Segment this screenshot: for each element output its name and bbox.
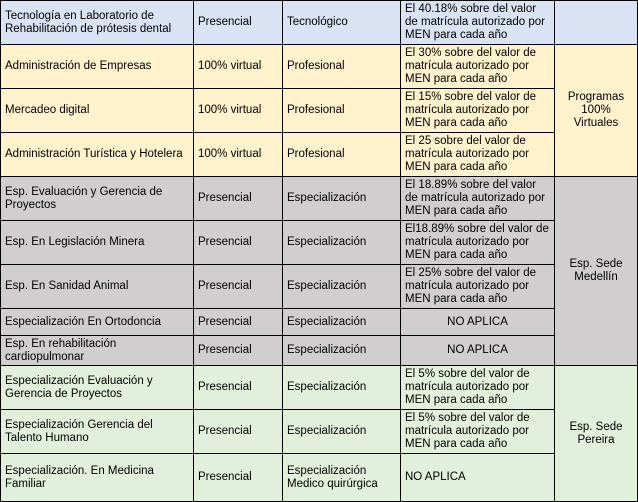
program-name: Especialización En Ortodoncia	[1, 309, 194, 336]
discount: El 18.89% sobre del valor de matrícula autorizado por MEN para cada año	[401, 177, 555, 221]
program-name: Esp. En rehabilitación cardiopulmonar	[1, 336, 194, 366]
level: Profesional	[283, 133, 401, 177]
level: Especialización	[283, 366, 401, 410]
group-empty-cell	[555, 1, 638, 45]
modality: Presencial	[194, 454, 283, 502]
table-row	[1, 1, 638, 45]
level: Profesional	[283, 45, 401, 89]
program-name: Especialización. En Medicina Familiar	[1, 454, 194, 502]
level: Especialización Medico quirúrgica	[283, 454, 401, 502]
table-row	[1, 309, 638, 336]
table-row	[1, 366, 638, 410]
discount: NO APLICA	[401, 336, 555, 366]
discount: El 30% sobre del valor de matrícula autorizado por MEN para cada año	[401, 45, 555, 89]
modality: 100% virtual	[194, 45, 283, 89]
table-row	[1, 410, 638, 454]
table-row	[1, 89, 638, 133]
program-name: Mercadeo digital	[1, 89, 194, 133]
program-name: Administración Turística y Hotelera	[1, 133, 194, 177]
table-row	[1, 133, 638, 177]
program-name: Esp. En Sanidad Animal	[1, 265, 194, 309]
discount: El18.89% sobre del valor de matrícula autorizado por MEN para cada año	[401, 221, 555, 265]
modality: Presencial	[194, 410, 283, 454]
discount: NO APLICA	[401, 454, 555, 502]
discount: El 25% sobre del valor de matrícula autorizado por MEN para cada año	[401, 265, 555, 309]
modality: Presencial	[194, 366, 283, 410]
program-name: Tecnología en Laboratorio de Rehabilitación de prótesis dental	[1, 1, 194, 45]
group-label-virtual: Programas 100% Virtuales	[555, 45, 638, 177]
table-row	[1, 221, 638, 265]
table-row	[1, 454, 638, 502]
level: Especialización	[283, 410, 401, 454]
discount: El 5% sobre del valor de matrícula autorizado por MEN para cada año	[401, 410, 555, 454]
modality: Presencial	[194, 309, 283, 336]
discount: NO APLICA	[401, 309, 555, 336]
modality: Presencial	[194, 336, 283, 366]
discount: El 25 sobre del valor de matrícula autorizado por MEN para cada año	[401, 133, 555, 177]
group-label-pereira: Esp. Sede Pereira	[555, 366, 638, 502]
level: Especialización	[283, 265, 401, 309]
program-name: Especialización Evaluación y Gerencia de Proyectos	[1, 366, 194, 410]
modality: 100% virtual	[194, 133, 283, 177]
discount: El 5% sobre del valor de matrícula autorizado por MEN para cada año	[401, 366, 555, 410]
level: Especialización	[283, 336, 401, 366]
modality: Presencial	[194, 265, 283, 309]
level: Especialización	[283, 177, 401, 221]
discount: El 40.18% sobre del valor de matrícula autorizado por MEN para cada año	[401, 1, 555, 45]
discount: El 15% sobre del valor de matrícula autorizado por MEN para cada año	[401, 89, 555, 133]
level: Especialización	[283, 221, 401, 265]
level: Profesional	[283, 89, 401, 133]
modality: Presencial	[194, 1, 283, 45]
modality: Presencial	[194, 177, 283, 221]
table-row	[1, 336, 638, 366]
modality: 100% virtual	[194, 89, 283, 133]
table-row	[1, 177, 638, 221]
modality: Presencial	[194, 221, 283, 265]
group-label-medellin: Esp. Sede Medellín	[555, 177, 638, 366]
table-row	[1, 45, 638, 89]
table-row	[1, 265, 638, 309]
level: Especialización	[283, 309, 401, 336]
level: Tecnológico	[283, 1, 401, 45]
program-name: Especialización Gerencia del Talento Humano	[1, 410, 194, 454]
program-name: Esp. En Legislación Minera	[1, 221, 194, 265]
program-name: Esp. Evaluación y Gerencia de Proyectos	[1, 177, 194, 221]
program-name: Administración de Empresas	[1, 45, 194, 89]
